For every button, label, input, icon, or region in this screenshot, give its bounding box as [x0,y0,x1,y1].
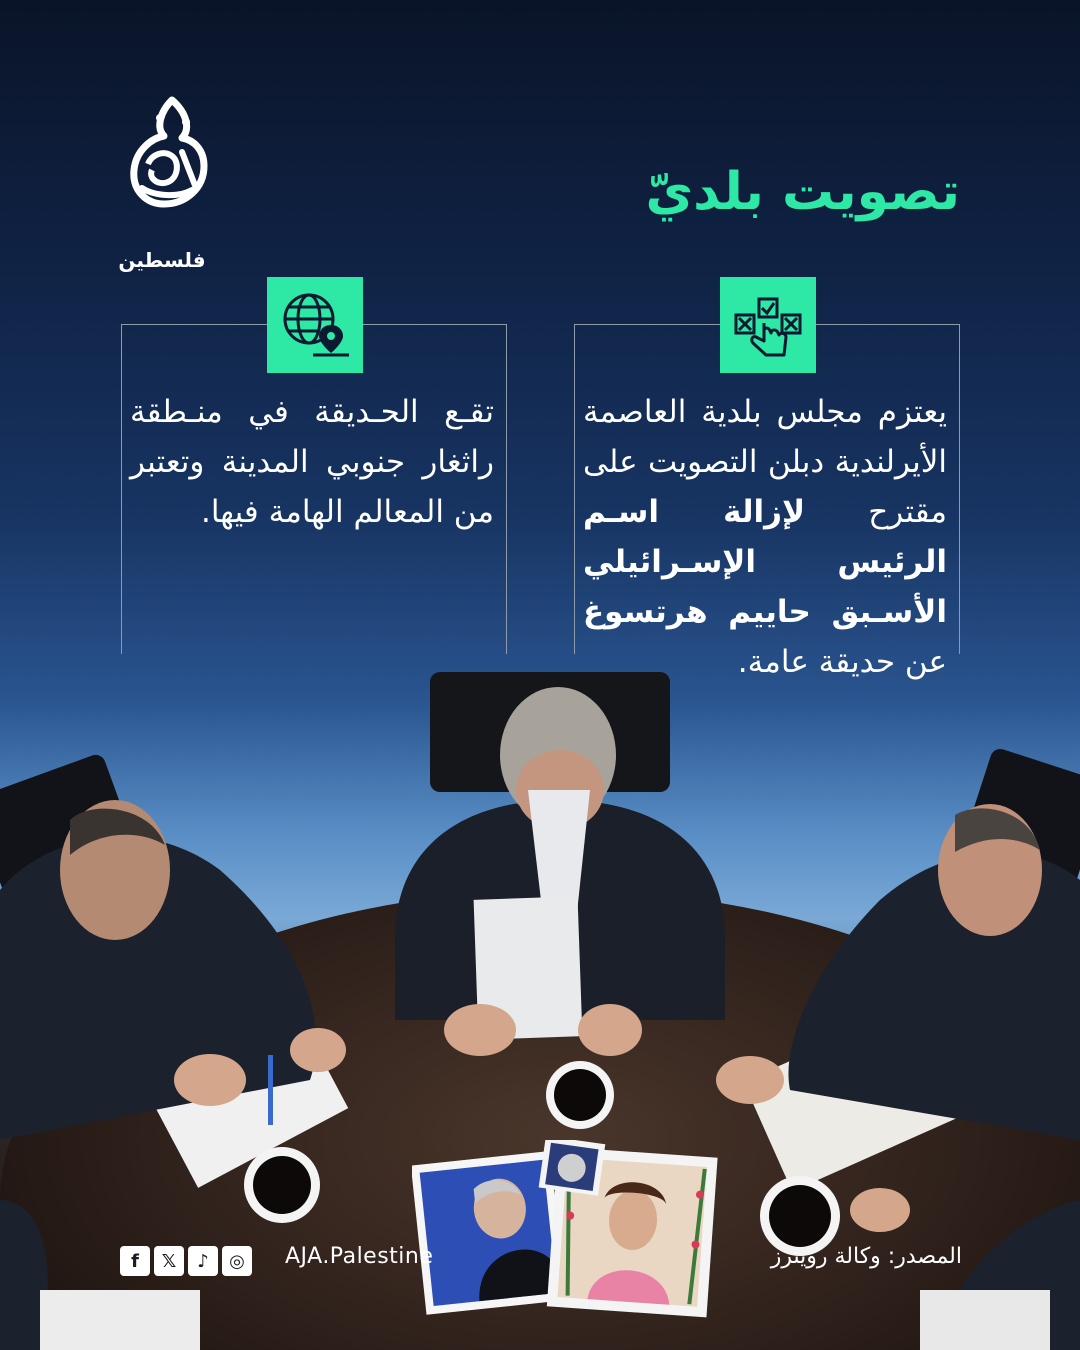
facebook-icon[interactable]: f [120,1246,150,1276]
page-title: تصويت بلديّ [645,162,960,222]
social-icons [120,1246,252,1276]
instagram-icon[interactable]: ◎ [222,1246,252,1276]
card-vote-text-after: عن حديقة عامة. [737,644,947,680]
social-handle[interactable]: AJA.Palestine [285,1244,434,1269]
x-icon[interactable]: 𝕏 [154,1246,184,1276]
card-vote-text-before: يعتزم مجلس بلدية العاصمة الأيرلندية دبلن التصويت على مقترح [583,394,947,530]
source-credit: المصدر: وكالة رويترز [770,1244,962,1269]
brand-logo [112,92,224,282]
al-jazeera-logo-icon [112,92,224,242]
tiktok-icon[interactable]: ♪ [188,1246,218,1276]
torn-photo-collage [412,1140,722,1320]
card-location-text: تقـع الحـديقة في منـطقة راثغار جنوبي المدينة وتعتبر من المعالم الهامة فيها. [130,394,494,530]
voting-ballot-icon [720,277,816,373]
info-card-vote [574,324,960,680]
info-card-location [121,324,507,654]
card-vote-text-bold: لإزالة اسـم الرئيس الإسـرائيلي الأسـبق حاييم هرتسوغ [583,494,947,630]
globe-location-icon [267,277,363,373]
logo-subtitle: فلسطين [118,248,206,272]
